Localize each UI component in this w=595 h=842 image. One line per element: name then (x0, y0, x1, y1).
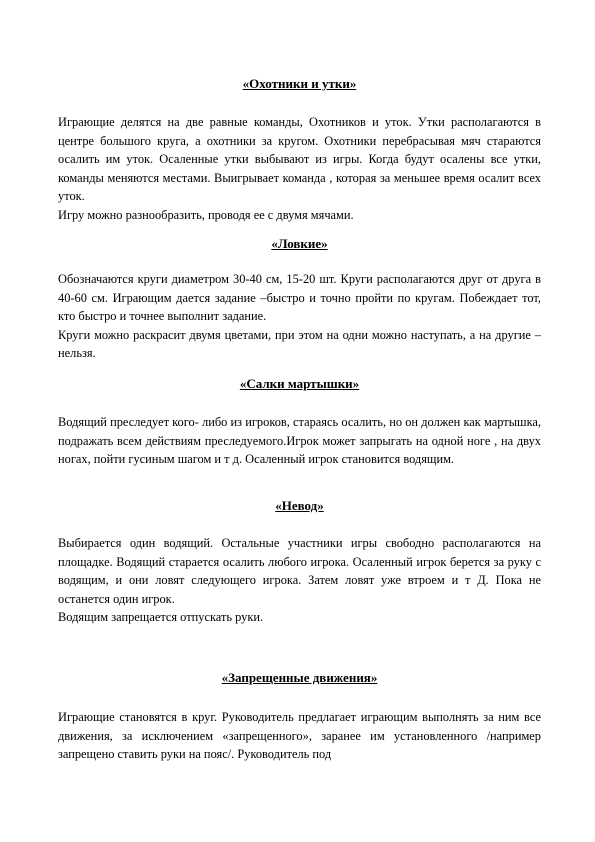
paragraph: Водящим запрещается отпускать руки. (58, 610, 264, 625)
paragraph: Выбирается один водящий. Остальные участники игры свободно располагаются на площадке. Водящий старается осалить любого игрока. Осаленный игрок берется за руку с водящим, и они ловят следующего игрока. Затем ловят уже втроем и т Д. Пока не останется один игрок. (58, 536, 541, 606)
section-body-salki-martyshki (58, 413, 541, 469)
section-title-lovkie: «Ловкие» (271, 236, 328, 251)
section-body-hunters-ducks (58, 113, 541, 225)
section-title-forbidden-moves: «Запрещенные движения» (221, 670, 378, 685)
paragraph: Играющие делятся на две равные команды, Охотников и уток. Утки располагаются в центре большого круга, а охотники за кругом. Охотники перебрасывая мяч стараются осалить им уток. Осаленные утки выбывают из игры. Когда будут осалены все утки, команды меняются местами. Выигрывает команда , которая за меньшее время осалит всех уток. (58, 115, 541, 204)
section-title-nevod: «Невод» (275, 498, 324, 513)
paragraph: Игру можно разнообразить, проводя ее с двумя мячами. (58, 207, 354, 222)
paragraph: Обозначаются круги диаметром 30-40 см, 15-20 шт. Круги располагаются друг от друга в 40-60 см. Играющим дается задание –быстро и точно пройти по кругам. Побеждает тот, кто быстро и точнее выполнит задание. (58, 272, 541, 324)
document-page (58, 0, 541, 842)
section-title-salki-martyshki: «Салки мартышки» (239, 376, 360, 391)
paragraph: Водящий преследует кого- либо из игроков, стараясь осалить, но он должен как мартышка, подражать всем действиям преследуемого.Игрок может запрыгать на одной ноге , на двух ногах, пойти гусиным шагом и т д. Осаленный игрок становится водящим. (58, 415, 541, 467)
section-body-nevod (58, 534, 541, 627)
section-body-forbidden-moves (58, 708, 541, 764)
section-title-hunters-ducks: «Охотники и утки» (242, 76, 357, 91)
paragraph: Круги можно раскрасит двумя цветами, при этом на одни можно наступать, а на другие – нельзя. (58, 327, 541, 361)
section-body-lovkie (58, 270, 541, 363)
paragraph: Играющие становятся в круг. Руководитель предлагает играющим выполнять за ним все движения, за исключением «запрещенного», заранее им установленного /например запрещено ставить руки на пояс/. Руководитель под (58, 710, 541, 762)
